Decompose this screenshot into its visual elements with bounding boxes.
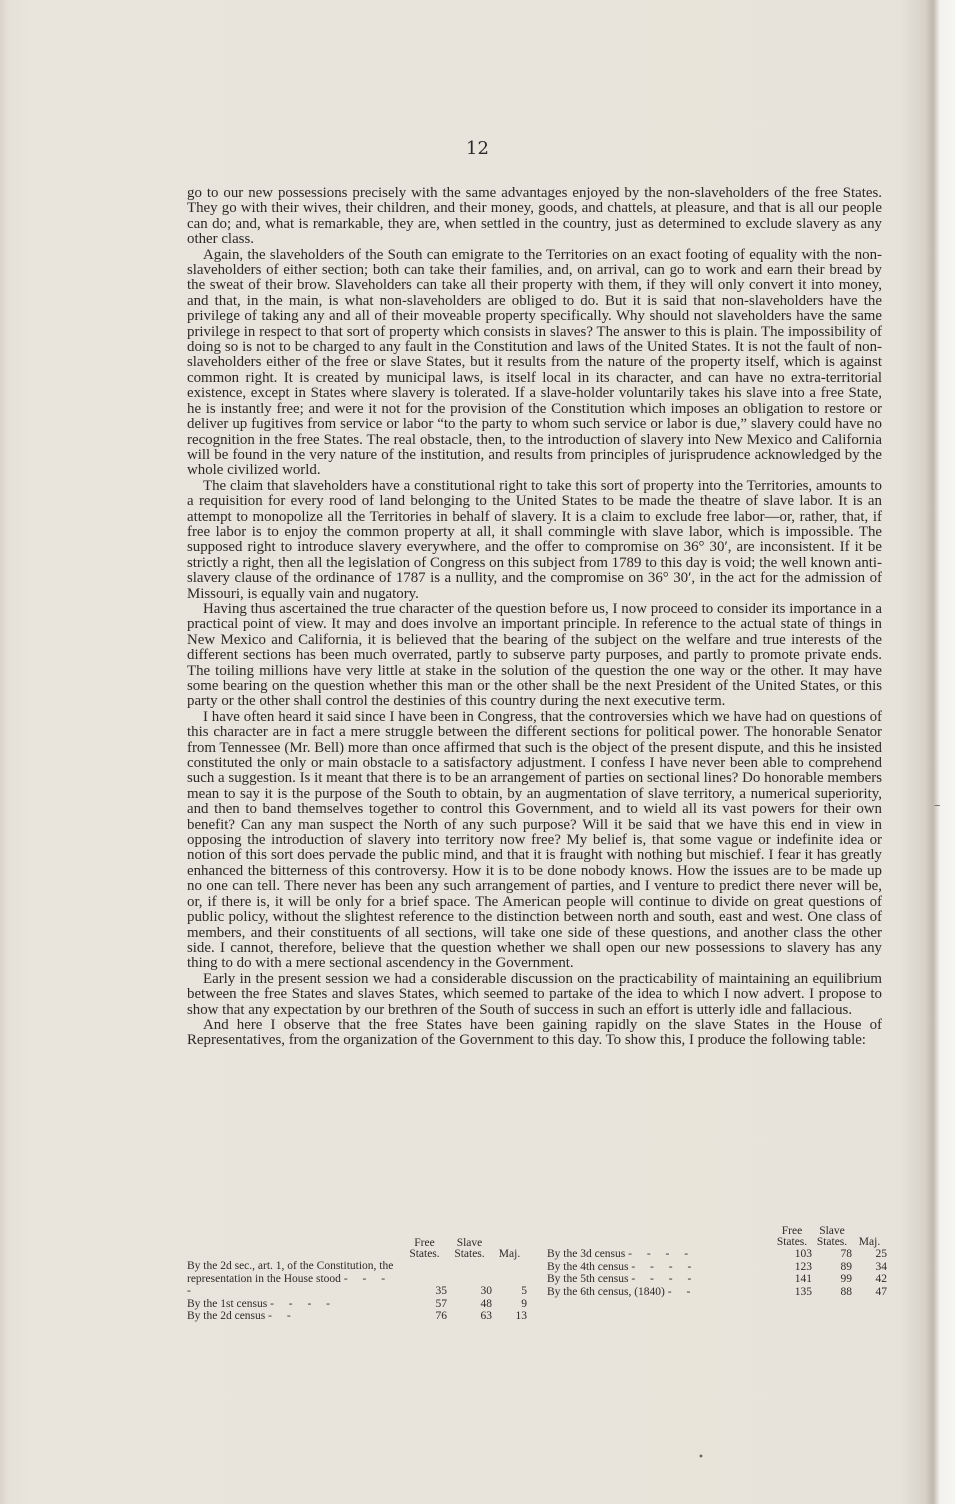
column-header: Free States. [776,1225,808,1248]
column-header: Slave States. [816,1225,848,1248]
paragraph: Again, the slaveholders of the South can emigrate to the Territories on an exact footing of equality with the non-slaveholders of either section; both can take their families, and, on arrival, can go to work and earn their bread by the sweat of their brow. Slaveholders can take all their property with them, if they will only convert it into money, and that, in the main, is what non-slaveholders are obliged to do. But it is said that non-slaveholders have the privilege of taking any and all of their moveable property specifically. Why should not slaveholders have the same privilege in respect to that sort of property which consists in slaves? The answer to this is plain. The impossibility of doing so is not to be charged to any fault in the Constitution and laws of the United States. It is not the fault of non-slaveholders either of the free or slave States, but it results from the nature of the property itself, which is against common right. It is created by municipal laws, is itself local in its character, and can have no extra-territorial existence, except in States where slavery is tolerated. If a slave-holder voluntarily takes his slave into a free State, he is instantly free; and were it not for the provision of the Constitution which imposes an obligation to restore or deliver up fugitives from service or labor “to the party to whom such service or labor is due,” slavery could have no recognition in the free States. The real obstacle, then, to the introduction of slavery into New Mexico and California will be found in the very nature of the institution, and results from principles of jurisprudence acknowledged by the whole civilized world. [187,246,882,479]
table-row [547,1248,887,1261]
majority-value: 34 [875,1260,887,1273]
slave-value: 30 [480,1285,492,1297]
row-label: By the 1st census - - - - [187,1297,337,1310]
representation-table-right [547,1226,887,1298]
table-row [547,1273,887,1286]
slave-value: 89 [840,1260,852,1273]
column-header: Maj. [498,1248,521,1260]
paragraph: The claim that slaveholders have a constitutional right to take this sort of property into the Territories, amounts to a requisition for every rood of land belonging to the United States to be made the theatre of slave labor. It is an attempt to monopolize all the Territories in behalf of slavery. It is a claim to exclude free labor—or, rather, that, if free labor is to enjoy the common property at all, it shall commingle with slave labor, which is impossible. The supposed right to introduce slavery everywhere, and the offer to compromise on 36° 30′, are inconsistent. If it be strictly a right, then all the legislation of Congress on this subject from 1789 to this day is void; the well known anti-slavery clause of the ordinance of 1787 is a nullity, and the compromise on 36° 30′, in the act for the admission of Missouri, is equally vain and nugatory. [187,477,882,602]
free-value: 103 [794,1248,812,1260]
row-label: By the 3d census - - - - [547,1248,695,1260]
free-value: 76 [435,1310,447,1322]
row-label: By the 2d sec., art. 1, of the Constitution, the representation in the House stood - - - - [187,1260,394,1297]
representation-table-left [187,1238,527,1323]
slave-value: 99 [840,1273,852,1285]
column-header: Free States. [409,1237,440,1260]
majority-value: 13 [515,1310,527,1322]
free-value: 135 [794,1285,812,1298]
table-row [187,1298,527,1311]
paragraph: I have often heard it said since I have been in Congress, that the controversies which we have had on questions of this character are in fact a mere struggle between the different sections for political power. The honorable Senator from Tennessee (Mr. Bell) more than once affirmed that such is the object of the present dispute, and this he insisted constituted the only or main obstacle to a satisfactory adjustment. I confess I have never been able to comprehend such a suggestion. Is it meant that there is to be an arrangement of parties on sectional lines? Do honorable members mean to say it is the purpose of the South to obtain, by an augmentation of slave territory, a numerical superiority, and then to band themselves together to control this Government, and to wield all its vast powers for their own benefit? Can any man suspect the North of any such purpose? Will it be said that we have this end in view in opposing the introduction of slavery into territory now free? My belief is, that some vague or indefinite idea or notion of this sort does pervade the public mind, and that it is fraught with nothing but mischief. I fear it has greatly enhanced the bitterness of this controversy. How it is to be done nobody knows. How the issues are to be made up no one can tell. There never has been any such arrangement of parties, and I venture to predict there never will be, or, if there is, it will be only for a brief space. The American people will continue to divide on great questions of public policy, without the slightest reference to the distinction between north and south, east and west. One class of members, and their constituents of all sections, will take one side of these questions, and another class the other side. I cannot, therefore, believe that the question whether we shall open our new possessions to slavery has any thing to do with a mere sectional ascendency in the Government. [187,708,882,972]
majority-value: 5 [521,1285,527,1297]
margin-dot-mark: • [698,1452,704,1463]
paragraph: go to our new possessions precisely with the same advantages enjoyed by the non-slaveholders of the free States. They go with their wives, their children, and their money, goods, and chattels, at pleasure, and that is all our people can do; and, what is remarkable, they are, when settled in the country, just as determined to exclude slavery as any other class. [187,185,882,248]
majority-value: 42 [875,1273,887,1285]
free-value: 123 [794,1260,812,1273]
table-row [547,1261,887,1274]
row-label: By the 2d census - - [187,1310,297,1322]
body-text [187,186,882,1049]
row-label: By the 5th census - - - - [547,1273,698,1285]
slave-value: 78 [840,1248,852,1260]
representation-tables [187,1225,887,1322]
page-number: 12 [466,138,489,159]
paragraph: Early in the present session we had a considerable discussion on the practicability of maintaining an equilibrium between the free States and slaves States, which seemed to partake of the idea to which I now advert. I propose to show that any expectation by our brethren of the South of success in such an effort is utterly idle and fallacious. [187,970,882,1018]
row-label: By the 4th census - - - - [547,1260,698,1273]
slave-value: 48 [480,1297,492,1310]
paragraph: And here I observe that the free States have been gaining rapidly on the slave States in the House of Representatives, from the organization of the Government to this day. To show this, I produce the following table: [187,1016,882,1049]
majority-value: 47 [875,1285,887,1298]
majority-value: 25 [875,1248,887,1260]
free-value: 57 [435,1297,447,1310]
table-row [547,1286,887,1299]
table-row [187,1310,527,1323]
paragraph: Having thus ascertained the true character of the question before us, I now proceed to consider its importance in a practical point of view. It may and does involve an important principle. In reference to the actual state of things in New Mexico and California, it is believed that the bearing of the subject on the welfare and true interests of the different sections has been much overrated, partly to subserve party purposes, and partly to promote private ends. The toiling millions have very little at stake in the solution of the question the one way or the other. It may have some bearing on the question whether this man or the other shall be the next President of the United States, or this party or the other shall control the destinies of this country during the next executive term. [187,600,882,710]
slave-value: 88 [840,1285,852,1298]
slave-value: 63 [480,1310,492,1322]
majority-value: 9 [521,1297,527,1310]
margin-dash-mark: – [934,798,941,813]
table-row [187,1260,527,1298]
row-label: By the 6th census, (1840) - - [547,1285,697,1298]
column-header: Maj. [858,1236,881,1248]
free-value: 35 [435,1285,447,1297]
column-header: Slave States. [454,1237,485,1260]
free-value: 141 [794,1273,812,1285]
